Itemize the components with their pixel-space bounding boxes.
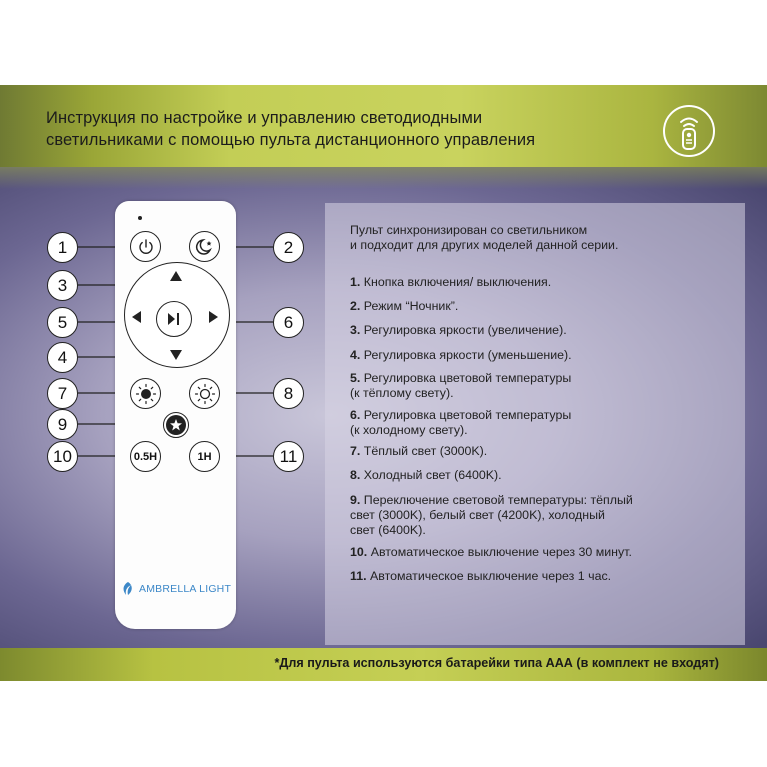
- list-item: [350, 545, 735, 560]
- power-icon: [137, 238, 155, 256]
- list-item: [350, 371, 735, 401]
- item-text: (к холодному свету).: [350, 423, 468, 437]
- title-line-1: Инструкция по настройке и управлению светодиодными: [46, 109, 483, 127]
- item-text: Переключение световой температуры: тёплый: [363, 493, 633, 507]
- list-item: [350, 444, 735, 459]
- list-item: [350, 323, 735, 338]
- brightness-up-button[interactable]: [167, 268, 185, 284]
- triangle-left-icon: [129, 308, 145, 326]
- callout-1: 1: [47, 232, 78, 263]
- warm-temp-button[interactable]: [129, 308, 145, 326]
- item-number: 6.: [350, 408, 361, 422]
- intro-line-1: Пульт синхронизирован со светильником: [350, 223, 588, 237]
- item-number: 5.: [350, 371, 361, 385]
- item-number: 3.: [350, 323, 361, 337]
- brand-leaf-icon: [120, 581, 136, 597]
- item-text: Регулировка яркости (уменьшение).: [363, 348, 572, 362]
- warm-light-button[interactable]: [130, 378, 161, 409]
- list-item: [350, 569, 735, 584]
- callout-11: 11: [273, 441, 304, 472]
- brand-name: AMBRELLA LIGHT: [139, 583, 232, 595]
- play-pause-icon: [166, 312, 182, 326]
- callout-2: 2: [273, 232, 304, 263]
- callout-3: 3: [47, 270, 78, 301]
- cold-light-button[interactable]: [189, 378, 220, 409]
- callout-9: 9: [47, 409, 78, 440]
- triangle-up-icon: [167, 268, 185, 284]
- item-text: Автоматическое выключение через 30 минут.: [370, 545, 632, 559]
- sun-outline-icon: [194, 383, 216, 405]
- list-item: [350, 493, 735, 538]
- callout-7: 7: [47, 378, 78, 409]
- triangle-down-icon: [167, 347, 185, 363]
- callout-5: 5: [47, 307, 78, 338]
- night-mode-button[interactable]: [189, 231, 220, 262]
- battery-note: *Для пульта используются батарейки типа ААА (в комплект не входят): [274, 656, 719, 670]
- cold-temp-button[interactable]: [205, 308, 221, 326]
- timer-30min-label: 0.5H: [133, 450, 158, 463]
- item-number: 10.: [350, 545, 368, 559]
- instruction-panel: [325, 203, 745, 645]
- remote-control: [115, 201, 236, 629]
- list-item: [350, 348, 735, 363]
- item-text: Регулировка цветовой температуры: [363, 371, 572, 385]
- timer-1h-label: 1H: [197, 450, 212, 463]
- item-number: 1.: [350, 275, 361, 289]
- title-line-2: светильниками с помощью пульта дистанционного управления: [46, 131, 536, 149]
- item-number: 4.: [350, 348, 361, 362]
- item-text: Автоматическое выключение через 1 час.: [370, 569, 612, 583]
- list-item: [350, 299, 735, 314]
- list-item: [350, 275, 735, 290]
- callout-6: 6: [273, 307, 304, 338]
- item-number: 2.: [350, 299, 361, 313]
- list-item: [350, 468, 735, 483]
- temperature-cycle-button[interactable]: [163, 412, 189, 438]
- timer-30min-button[interactable]: [130, 441, 161, 472]
- item-text: (к тёплому свету).: [350, 386, 454, 400]
- triangle-right-icon: [205, 308, 221, 326]
- power-button[interactable]: [130, 231, 161, 262]
- led-indicator: [138, 216, 142, 220]
- list-item: [350, 408, 735, 438]
- item-text: Регулировка яркости (увеличение).: [363, 323, 567, 337]
- timer-1h-button[interactable]: [189, 441, 220, 472]
- item-text: Режим “Ночник”.: [363, 299, 459, 313]
- item-text: Тёплый свет (3000K).: [363, 444, 488, 458]
- intro-line-2: и подходит для других моделей данной серии.: [350, 238, 619, 252]
- item-text: свет (6400K).: [350, 523, 426, 537]
- item-text: свет (3000K), белый свет (4200K), холодный: [350, 508, 605, 522]
- item-number: 8.: [350, 468, 361, 482]
- item-text: Регулировка цветовой температуры: [363, 408, 572, 422]
- sun-filled-icon: [135, 383, 157, 405]
- instruction-banner: [0, 85, 767, 681]
- item-number: 9.: [350, 493, 361, 507]
- footer-band: [0, 648, 767, 681]
- callout-4: 4: [47, 342, 78, 373]
- callout-8: 8: [273, 378, 304, 409]
- panel-intro: [350, 223, 735, 253]
- moon-stars-icon: [194, 237, 216, 257]
- brand-logo: [120, 581, 232, 597]
- item-text: Кнопка включения/ выключения.: [363, 275, 552, 289]
- brightness-down-button[interactable]: [167, 347, 185, 363]
- callout-10: 10: [47, 441, 78, 472]
- item-number: 11.: [350, 569, 367, 583]
- play-pause-button[interactable]: [156, 301, 192, 337]
- item-number: 7.: [350, 444, 361, 458]
- star-icon: [165, 414, 187, 436]
- item-text: Холодный свет (6400K).: [363, 468, 502, 482]
